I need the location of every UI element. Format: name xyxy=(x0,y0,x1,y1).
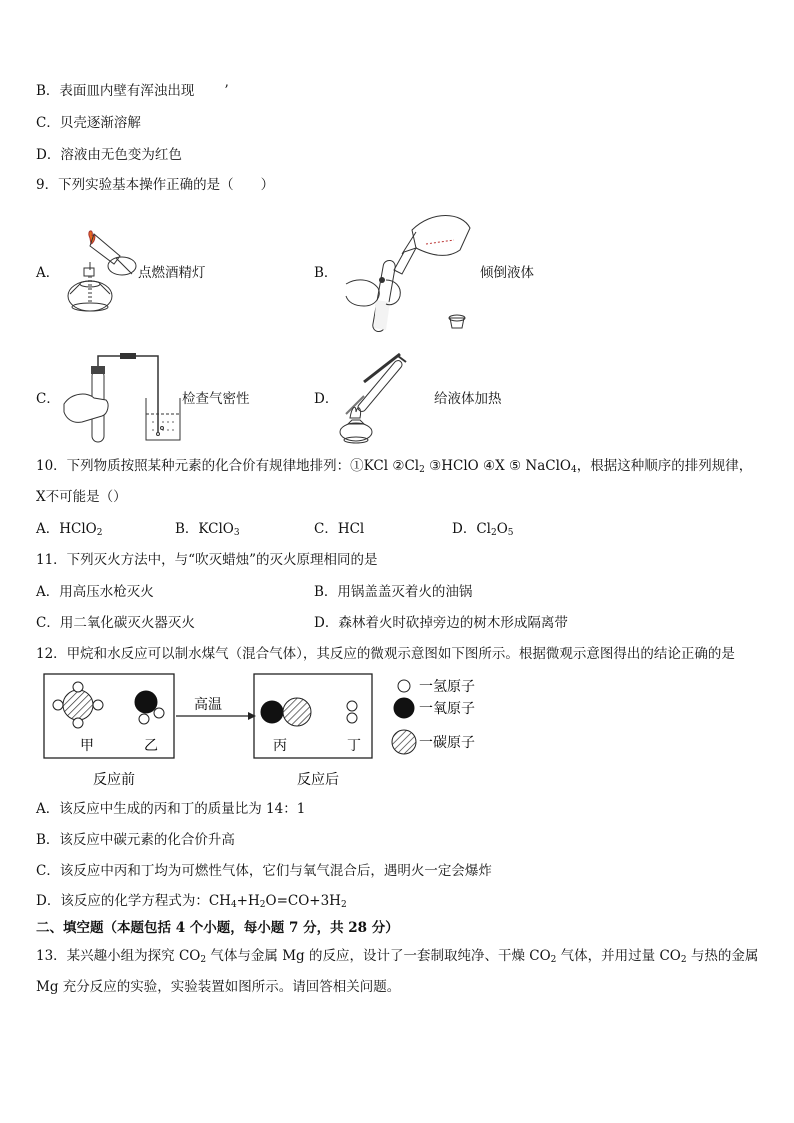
q13-line1: 13．某兴趣小组为探究 $CO_2$ 气体与金属 Mg 的反应，设计了一套制取纯净、干燥 $CO_2$ 气体，并用过量 $CO_2$ 与热的金属 xyxy=(36,948,759,965)
heating-liquid-icon xyxy=(336,352,420,446)
legend-hydrogen: 一氢原子 xyxy=(419,679,475,695)
q11-stem: 11．下列灭火方法中，与“吹灭蜡烛”的灭火原理相同的是 xyxy=(36,552,378,568)
section-2-title: 二、填空题（本题包括 4 个小题，每小题 7 分，共 28 分） xyxy=(36,920,399,936)
pouring-liquid-icon xyxy=(342,210,482,338)
label-bing: 丙 xyxy=(273,738,287,754)
q10-stem-line1: 10．下列物质按照某种元素的化合价有规律地排列：①KCl $②Cl_2$ ③HClO ④X ⑤ NaClO$_4$，根据这种顺序的排列规律， xyxy=(36,458,753,475)
arrow-label: 高温 xyxy=(194,697,222,713)
alcohol-lamp-lighting-icon xyxy=(60,228,140,320)
oxygen-atom xyxy=(135,691,157,713)
q10-option-a: A．HClO$_2$ xyxy=(36,521,103,538)
q9-b-letter: B． xyxy=(314,265,338,281)
q13-line2: Mg 充分反应的实验，实验装置如图所示。请回答相关问题。 xyxy=(36,979,401,995)
q12-option-a: A．该反应中生成的丙和丁的质量比为 14：1 xyxy=(36,801,306,817)
q10-option-c: C．HCl xyxy=(314,521,365,537)
label-after: 反应后 xyxy=(297,772,339,788)
label-before: 反应前 xyxy=(93,772,135,788)
legend-carbon: 一碳原子 xyxy=(419,735,475,751)
q9-b-caption: 倾倒液体 xyxy=(480,265,534,281)
q11-option-d: D．森林着火时砍掉旁边的树木形成隔离带 xyxy=(314,615,568,631)
q9-stem: 9．下列实验基本操作正确的是（ ） xyxy=(36,177,275,193)
q8-option-c: C．贝壳逐渐溶解 xyxy=(36,115,141,131)
q12-option-c: C．该反应中丙和丁均为可燃性气体，它们与氧气混合后，遇明火一定会爆炸 xyxy=(36,863,492,879)
q9-d-letter: D． xyxy=(314,391,339,407)
q9-c-letter: C． xyxy=(36,391,60,407)
q9-a-letter: A． xyxy=(36,265,60,281)
q11-option-c: C．用二氧化碳灭火器灭火 xyxy=(36,615,195,631)
q10-stem-line2: X不可能是（） xyxy=(36,489,127,505)
q9-c-caption: 检查气密性 xyxy=(182,391,250,407)
carbon-atom xyxy=(63,690,93,720)
q9-a-caption: 点燃酒精灯 xyxy=(138,265,206,281)
q11-option-b: B．用锅盖盖灭着火的油锅 xyxy=(314,584,473,600)
q10-option-b: B．KClO$_3$ xyxy=(175,521,240,538)
q12-option-d: D．该反应的化学方程式为：$CH_4+H_2O=CO+3H_2$ xyxy=(36,893,347,910)
q10-option-d: D．$Cl_2O_5$ xyxy=(452,521,514,538)
q8-option-b: B．表面皿内壁有浑浊出现 ’ xyxy=(36,83,229,99)
q11-option-a: A．用高压水枪灭火 xyxy=(36,584,154,600)
legend-oxygen: 一氧原子 xyxy=(419,701,475,717)
q9-d-caption: 给液体加热 xyxy=(434,391,502,407)
reaction-micro-diagram xyxy=(40,672,500,792)
label-yi: 乙 xyxy=(144,738,158,754)
air-tightness-check-icon xyxy=(62,352,188,446)
q12-stem: 12．甲烷和水反应可以制水煤气（混合气体），其反应的微观示意图如下图所示。根据微观示意图得出的结论正确的是 xyxy=(36,646,735,662)
label-ding: 丁 xyxy=(347,738,361,754)
label-jia: 甲 xyxy=(80,738,94,754)
q12-option-b: B．该反应中碳元素的化合价升高 xyxy=(36,832,235,848)
q8-option-d: D．溶液由无色变为红色 xyxy=(36,147,182,163)
